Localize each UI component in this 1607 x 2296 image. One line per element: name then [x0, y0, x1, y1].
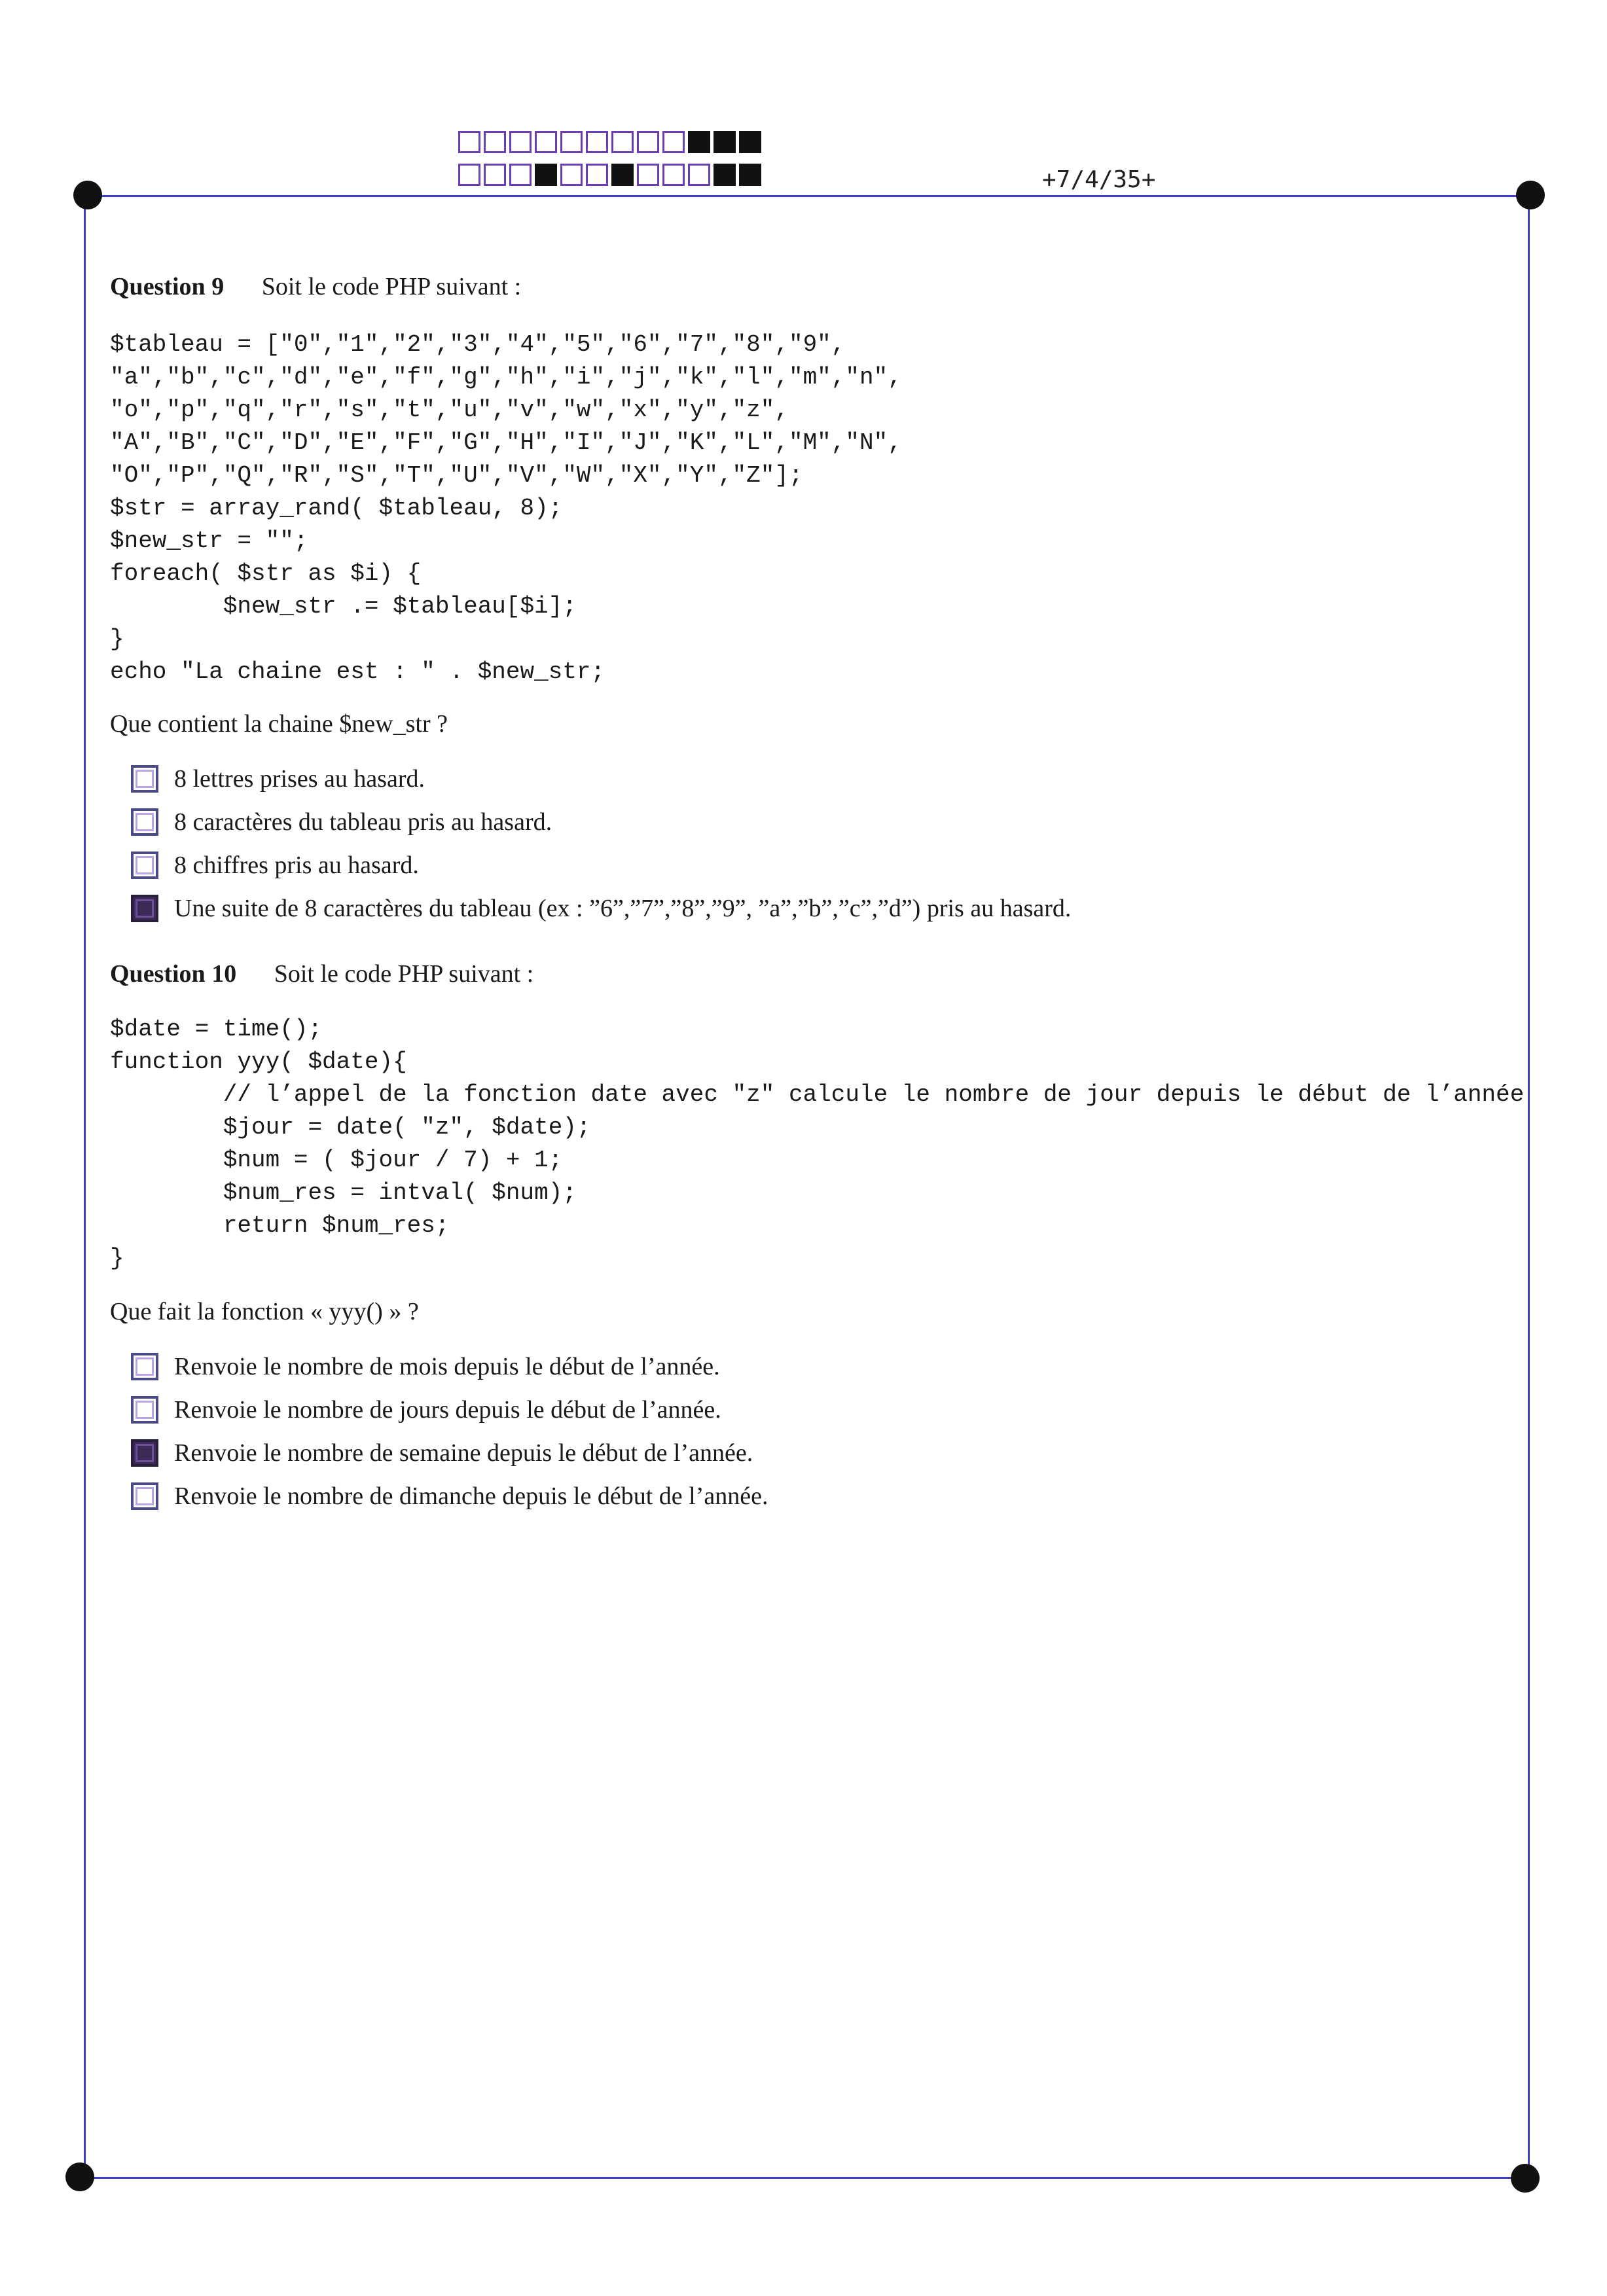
question-10-header — [110, 960, 533, 988]
frame-bottom-line — [80, 2177, 1526, 2179]
answer-checkbox[interactable] — [131, 1482, 158, 1510]
question-10-prompt: Que fait la fonction « yyy() » ? — [110, 1298, 419, 1325]
corner-marker-bottom-right — [1511, 2164, 1540, 2193]
id-code-box — [739, 131, 761, 153]
question-10-option-4[interactable] — [131, 1482, 768, 1511]
id-code-box — [484, 131, 506, 153]
option-label: 8 caractères du tableau pris au hasard. — [174, 808, 552, 836]
option-label: Renvoie le nombre de semaine depuis le début de l’année. — [174, 1439, 753, 1467]
option-label: Une suite de 8 caractères du tableau (ex : ”6”,”7”,”8”,”9”, ”a”,”b”,”c”,”d”) pris au hasard. — [174, 895, 1072, 922]
corner-marker-top-left — [73, 181, 102, 209]
question-10-code: $date = time(); function yyy( $date){ // l’appel de la fonction date avec "z" calcule le nombre de jour depuis le début de l’année $jour = date( "z", $date); $num = ( $jour / 7) + 1; $num_res = intval( $num); return $num_res; } — [110, 1016, 1525, 1272]
id-code-box — [560, 164, 583, 186]
question-9-option-4[interactable] — [131, 894, 1071, 923]
id-code-box — [458, 164, 480, 186]
id-code-box — [535, 164, 557, 186]
id-code-box — [484, 164, 506, 186]
question-10-option-2[interactable] — [131, 1395, 721, 1424]
id-code-box — [509, 164, 532, 186]
answer-checkbox[interactable] — [131, 765, 158, 793]
id-code-box — [586, 164, 608, 186]
question-9-option-2[interactable] — [131, 808, 552, 836]
question-9-intro: Soit le code PHP suivant : — [261, 273, 522, 300]
id-code-box — [688, 164, 710, 186]
page-identifier: +7/4/35+ — [1042, 166, 1156, 193]
question-9-header — [110, 272, 521, 301]
answer-checkbox[interactable] — [131, 808, 158, 836]
frame-right-line — [1528, 195, 1530, 2178]
question-10-intro: Soit le code PHP suivant : — [274, 960, 534, 988]
id-code-box — [637, 131, 659, 153]
id-code-box — [662, 131, 685, 153]
corner-marker-top-right — [1516, 181, 1545, 209]
id-code-box — [535, 131, 557, 153]
question-10-label: Question 10 — [110, 960, 237, 988]
question-9-prompt: Que contient la chaine $new_str ? — [110, 710, 448, 738]
id-code-box — [688, 131, 710, 153]
question-9-option-3[interactable] — [131, 851, 419, 880]
frame-top-line — [88, 195, 1530, 197]
question-9-option-1[interactable] — [131, 764, 425, 793]
id-code-box — [637, 164, 659, 186]
id-code-box — [713, 164, 736, 186]
answer-checkbox[interactable] — [131, 1439, 158, 1467]
id-code-box — [713, 131, 736, 153]
option-label: Renvoie le nombre de dimanche depuis le début de l’année. — [174, 1482, 768, 1510]
id-code-box — [458, 131, 480, 153]
id-code-row-top — [458, 131, 765, 153]
option-label: Renvoie le nombre de jours depuis le début de l’année. — [174, 1396, 721, 1424]
id-code-box — [509, 131, 532, 153]
frame-left-line — [84, 195, 86, 2178]
id-code-box — [662, 164, 685, 186]
answer-checkbox[interactable] — [131, 852, 158, 879]
id-code-box — [586, 131, 608, 153]
corner-marker-bottom-left — [65, 2162, 94, 2191]
id-code-row-bottom — [458, 164, 765, 186]
id-code-box — [739, 164, 761, 186]
option-label: 8 chiffres pris au hasard. — [174, 852, 419, 879]
id-code-box — [611, 131, 634, 153]
question-9-code: $tableau = ["0","1","2","3","4","5","6","7","8","9", "a","b","c","d","e","f","g","h","i","j","k","l","m","n", "o","p","q","r","s","t","u","v","w","x","y","z", "A","B","C","D","E","F","G","H","I","J","K","L","M","N", "O","P","Q","R","S","T","U","V","W","X","Y","Z"]; $str = array_rand( $tableau, 8); $new_str = ""; foreach( $str as $i) { $new_str .= $tableau[$i]; } echo "La chaine est : " . $new_str; — [110, 331, 902, 685]
option-label: 8 lettres prises au hasard. — [174, 765, 425, 793]
question-10-option-3[interactable] — [131, 1439, 753, 1467]
question-10-option-1[interactable] — [131, 1352, 720, 1381]
option-label: Renvoie le nombre de mois depuis le début de l’année. — [174, 1353, 720, 1380]
answer-checkbox[interactable] — [131, 1353, 158, 1380]
answer-checkbox[interactable] — [131, 895, 158, 922]
id-code-box — [560, 131, 583, 153]
id-code-box — [611, 164, 634, 186]
answer-checkbox[interactable] — [131, 1396, 158, 1424]
question-9-label: Question 9 — [110, 273, 225, 300]
